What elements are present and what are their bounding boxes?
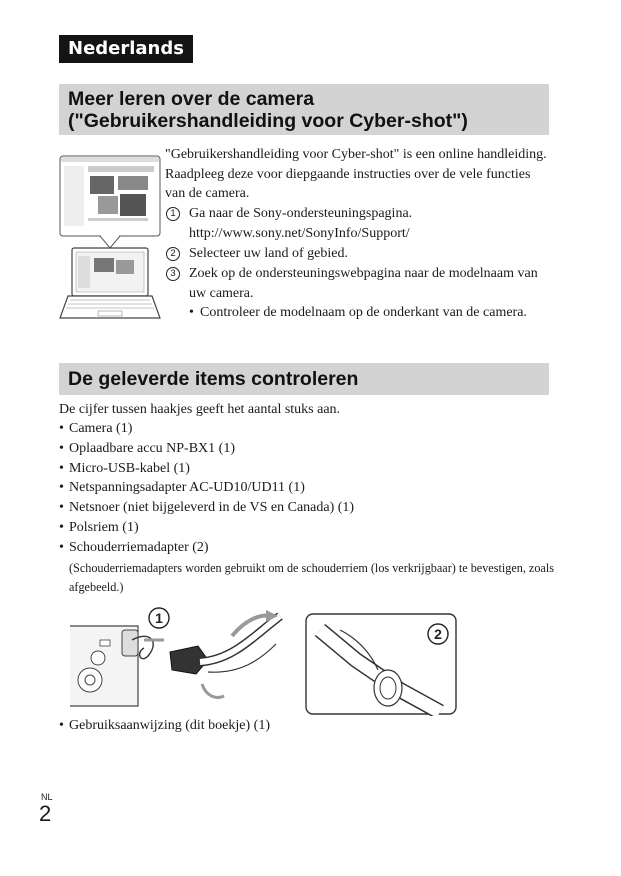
supplied-items-list [59,419,549,558]
step-3-text: Zoek op de ondersteuningswebpagina naar de modelnaam van uw camera. [189,266,538,301]
step-1-text: Ga naar de Sony-ondersteuningspagina. [189,206,413,221]
page-number: 2 [39,801,52,826]
list-item: • Schouderriemadapter (2) [59,538,549,558]
section-heading-items: De geleverde items controleren [59,363,549,395]
strap-adapter-illustration [60,600,460,716]
step-3 [165,264,550,303]
heading-line-2: ("Gebruikershandleiding voor Cyber-shot") [68,110,468,132]
step-1 [165,204,555,243]
step-number-3: 3 [166,267,180,281]
list-item: • Micro-USB-kabel (1) [59,459,549,479]
support-url: http://www.sony.net/SonyInfo/Support/ [189,225,410,241]
step-2-text: Selecteer uw land of gebied. [189,246,348,261]
step-2 [165,244,555,264]
step-3-bullet: • Controleer de modelnaam op de onderkant van de camera. [189,303,549,323]
step-number-2: 2 [166,247,180,261]
figure-label-1: 1 [155,610,163,626]
list-item: • Oplaadbare accu NP-BX1 (1) [59,439,549,459]
section-heading-learn-more [59,84,549,135]
list-item: • Netsnoer (niet bijgeleverd in de VS en Canada) (1) [59,498,549,518]
language-code: NL [41,792,53,802]
list-item: • Gebruiksaanwijzing (dit boekje) (1) [59,716,270,736]
manual-intro: "Gebruikershandleiding voor Cyber-shot" is een online handleiding. Raadpleeg deze voor diepgaande instructies over de vele functies van de camera. [165,147,547,202]
strap-adapter-note: (Schouderriemadapters worden gebruikt om de schouderriem (los verkrijgbaar) te bevestigen, zoals afgebeeld.) [69,561,554,594]
list-item: • Netspanningsadapter AC-UD10/UD11 (1) [59,478,549,498]
language-tag: Nederlands [59,35,193,63]
list-item: • Polsriem (1) [59,518,549,538]
items-intro: De cijfer tussen haakjes geeft het aantal stuks aan. [59,402,341,417]
figure-label-2: 2 [434,626,442,642]
step-number-1: 1 [166,207,180,221]
heading-line-1: Meer leren over de camera [68,88,315,110]
list-item: • Camera (1) [59,419,549,439]
laptop-illustration [58,152,162,322]
